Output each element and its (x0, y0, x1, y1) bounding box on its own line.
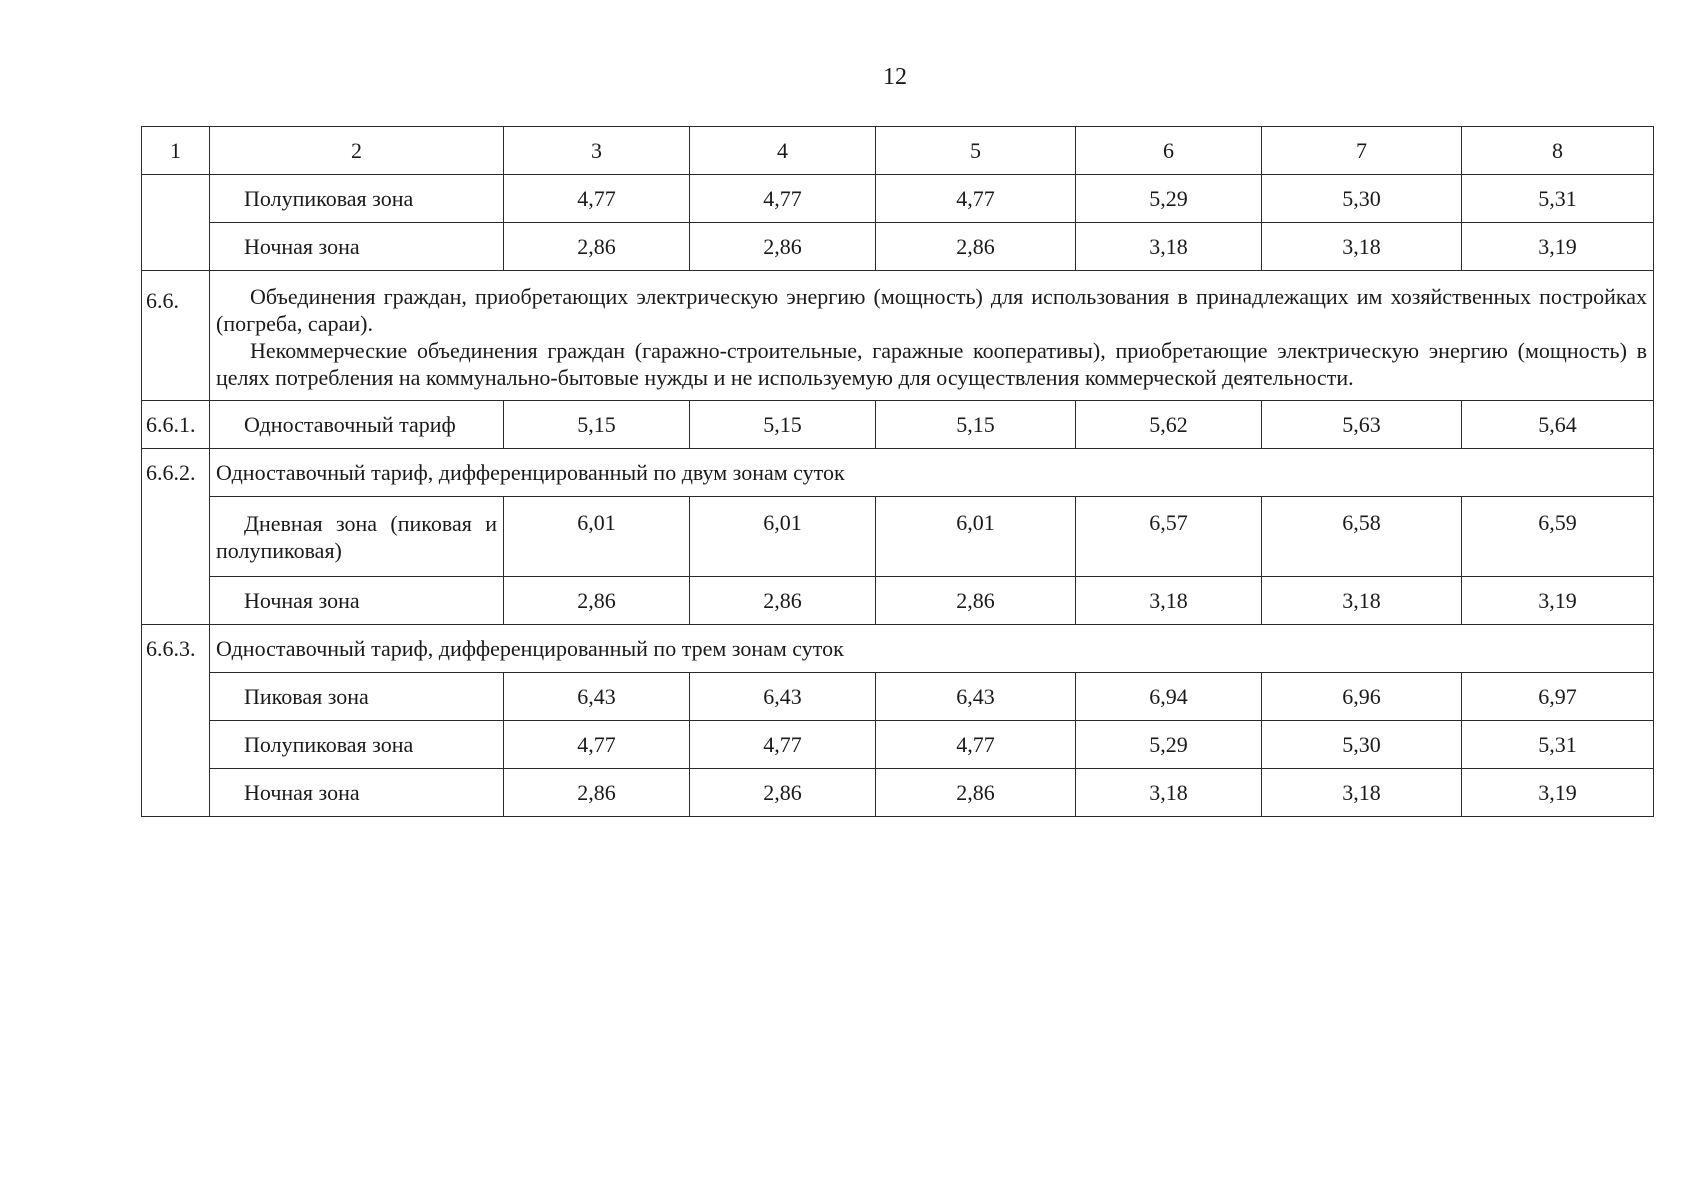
value-cell: 4,77 (876, 721, 1076, 769)
section-title: Одноставочный тариф, дифференцированный по трем зонам суток (210, 625, 1654, 673)
row-label: Ночная зона (210, 577, 504, 625)
table-row (142, 401, 1654, 449)
value-cell: 6,01 (876, 497, 1076, 577)
table-header-row (142, 127, 1654, 175)
column-header: 3 (504, 127, 690, 175)
table-row (142, 497, 1654, 577)
row-label: Полупиковая зона (210, 175, 504, 223)
value-cell: 4,77 (504, 175, 690, 223)
value-cell: 3,18 (1262, 223, 1462, 271)
row-label: Полупиковая зона (210, 721, 504, 769)
section-description (210, 271, 1654, 401)
column-header: 6 (1076, 127, 1262, 175)
value-cell: 4,77 (876, 175, 1076, 223)
table-row (142, 769, 1654, 817)
table-row (142, 721, 1654, 769)
value-cell: 2,86 (876, 223, 1076, 271)
value-cell: 3,18 (1262, 769, 1462, 817)
value-cell: 3,18 (1076, 769, 1262, 817)
value-cell: 6,57 (1076, 497, 1262, 577)
value-cell: 5,64 (1462, 401, 1654, 449)
value-cell: 5,15 (876, 401, 1076, 449)
value-cell: 2,86 (504, 577, 690, 625)
value-cell: 3,18 (1076, 577, 1262, 625)
table-row (142, 223, 1654, 271)
row-number-cell: 6.6.3. (142, 625, 210, 817)
value-cell: 5,62 (1076, 401, 1262, 449)
value-cell: 3,19 (1462, 577, 1654, 625)
row-number-cell (142, 175, 210, 271)
tariff-table (141, 126, 1654, 817)
value-cell: 5,31 (1462, 721, 1654, 769)
value-cell: 6,01 (690, 497, 876, 577)
value-cell: 3,19 (1462, 223, 1654, 271)
value-cell: 2,86 (876, 577, 1076, 625)
table-row (142, 577, 1654, 625)
value-cell: 6,43 (690, 673, 876, 721)
value-cell: 2,86 (690, 223, 876, 271)
value-cell: 6,97 (1462, 673, 1654, 721)
value-cell: 6,01 (504, 497, 690, 577)
value-cell: 4,77 (690, 175, 876, 223)
value-cell: 2,86 (690, 769, 876, 817)
value-cell: 5,30 (1262, 721, 1462, 769)
value-cell: 6,43 (876, 673, 1076, 721)
value-cell: 2,86 (504, 769, 690, 817)
column-header: 7 (1262, 127, 1462, 175)
row-label: Ночная зона (210, 769, 504, 817)
row-number-cell: 6.6.1. (142, 401, 210, 449)
value-cell: 5,30 (1262, 175, 1462, 223)
value-cell: 5,29 (1076, 175, 1262, 223)
column-header: 4 (690, 127, 876, 175)
value-cell: 2,86 (690, 577, 876, 625)
section-paragraph: Объединения граждан, приобретающих электрическую энергию (мощность) для использования в принадлежащих им хозяйственных постройках (погреба, сараи). (216, 284, 1647, 336)
row-number-cell: 6.6.2. (142, 449, 210, 625)
value-cell: 6,59 (1462, 497, 1654, 577)
row-label: Ночная зона (210, 223, 504, 271)
table-row (142, 673, 1654, 721)
section-title-row (142, 625, 1654, 673)
value-cell: 5,29 (1076, 721, 1262, 769)
column-header: 8 (1462, 127, 1654, 175)
row-label: Одноставочный тариф (210, 401, 504, 449)
value-cell: 2,86 (504, 223, 690, 271)
value-cell: 5,15 (690, 401, 876, 449)
section-row-6-6 (142, 271, 1654, 401)
value-cell: 3,18 (1076, 223, 1262, 271)
value-cell: 2,86 (876, 769, 1076, 817)
section-paragraph: Некоммерческие объединения граждан (гаражно-строительные, гаражные кооперативы), приобретающие электрическую энергию (мощность) в целях потребления на коммунально-бытовые нужды и не используемую для осуществления коммерческой деятельности. (216, 338, 1647, 390)
row-label: Пиковая зона (210, 673, 504, 721)
value-cell: 4,77 (504, 721, 690, 769)
value-cell: 6,43 (504, 673, 690, 721)
value-cell: 5,63 (1262, 401, 1462, 449)
column-header: 2 (210, 127, 504, 175)
section-title: Одноставочный тариф, дифференцированный по двум зонам суток (210, 449, 1654, 497)
value-cell: 6,96 (1262, 673, 1462, 721)
value-cell: 6,58 (1262, 497, 1462, 577)
value-cell: 3,19 (1462, 769, 1654, 817)
value-cell: 3,18 (1262, 577, 1462, 625)
value-cell: 4,77 (690, 721, 876, 769)
section-title-row (142, 449, 1654, 497)
row-label: Дневная зона (пиковая и полупиковая) (210, 497, 504, 577)
value-cell: 5,15 (504, 401, 690, 449)
row-number-cell: 6.6. (142, 271, 210, 401)
table-row (142, 175, 1654, 223)
column-header: 1 (142, 127, 210, 175)
page-number: 12 (883, 64, 907, 90)
value-cell: 6,94 (1076, 673, 1262, 721)
value-cell: 5,31 (1462, 175, 1654, 223)
column-header: 5 (876, 127, 1076, 175)
